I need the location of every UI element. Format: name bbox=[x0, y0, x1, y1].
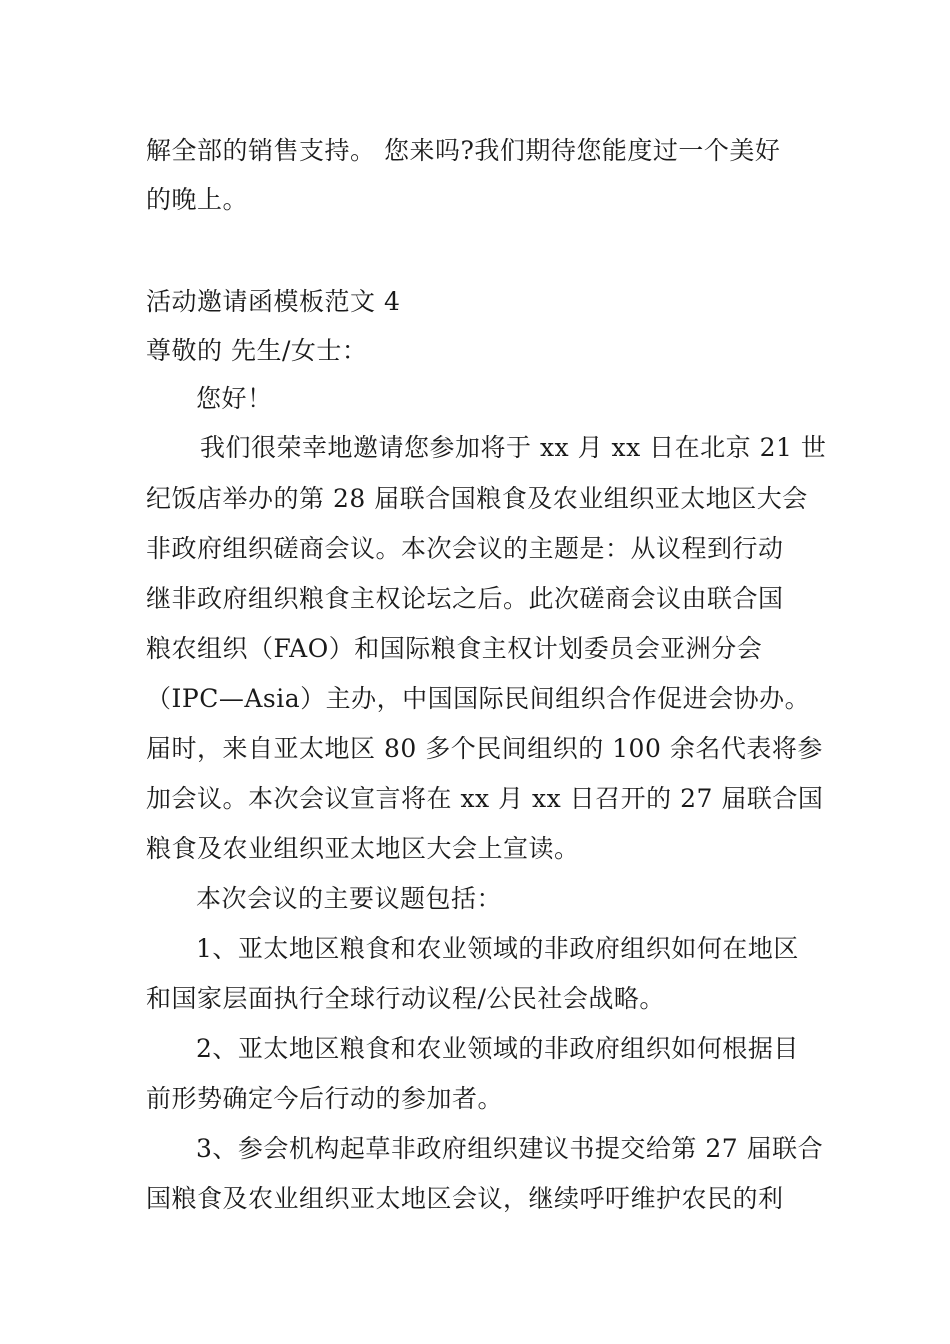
paragraph-line: 届时，来自亚太地区 80 多个民间组织的 100 余名代表将参 bbox=[146, 734, 823, 763]
greeting: 您好！ bbox=[196, 384, 273, 413]
paragraph-line: 非政府组织磋商会议。本次会议的主题是：从议程到行动 bbox=[146, 534, 784, 563]
paragraph-line: （IPC—Asia）主办，中国国际民间组织合作促进会协办。 bbox=[146, 684, 811, 713]
section-heading: 活动邀请函模板范文 4 bbox=[146, 287, 401, 316]
paragraph-line: 我们很荣幸地邀请您参加将于 xx 月 xx 日在北京 21 世 bbox=[200, 433, 827, 462]
agenda-item: 2、亚太地区粮食和农业领域的非政府组织如何根据目 bbox=[196, 1034, 799, 1063]
salutation: 尊敬的 先生/女士： bbox=[146, 336, 368, 365]
paragraph-line: 的晚上。 bbox=[146, 185, 249, 214]
paragraph-line: 加会议。本次会议宣言将在 xx 月 xx 日召开的 27 届联合国 bbox=[146, 784, 824, 813]
paragraph-line: 粮农组织（FAO）和国际粮食主权计划委员会亚洲分会 bbox=[146, 634, 763, 663]
paragraph-line: 粮食及农业组织亚太地区大会上宣读。 bbox=[146, 834, 580, 863]
agenda-item-continuation: 国粮食及农业组织亚太地区会议，继续呼吁维护农民的利 bbox=[146, 1184, 784, 1213]
agenda-item-continuation: 前形势确定今后行动的参加者。 bbox=[146, 1084, 504, 1113]
paragraph-line: 继非政府组织粮食主权论坛之后。此次磋商会议由联合国 bbox=[146, 584, 784, 613]
paragraph-line: 纪饭店举办的第 28 届联合国粮食及农业组织亚太地区大会 bbox=[146, 484, 808, 513]
paragraph-line: 解全部的销售支持。 您来吗?我们期待您能度过一个美好 bbox=[146, 136, 781, 165]
agenda-item: 3、参会机构起草非政府组织建议书提交给第 27 届联合 bbox=[196, 1134, 824, 1163]
agenda-item-continuation: 和国家层面执行全球行动议程/公民社会战略。 bbox=[146, 984, 665, 1013]
agenda-intro: 本次会议的主要议题包括： bbox=[196, 884, 503, 913]
agenda-item: 1、亚太地区粮食和农业领域的非政府组织如何在地区 bbox=[196, 934, 799, 963]
